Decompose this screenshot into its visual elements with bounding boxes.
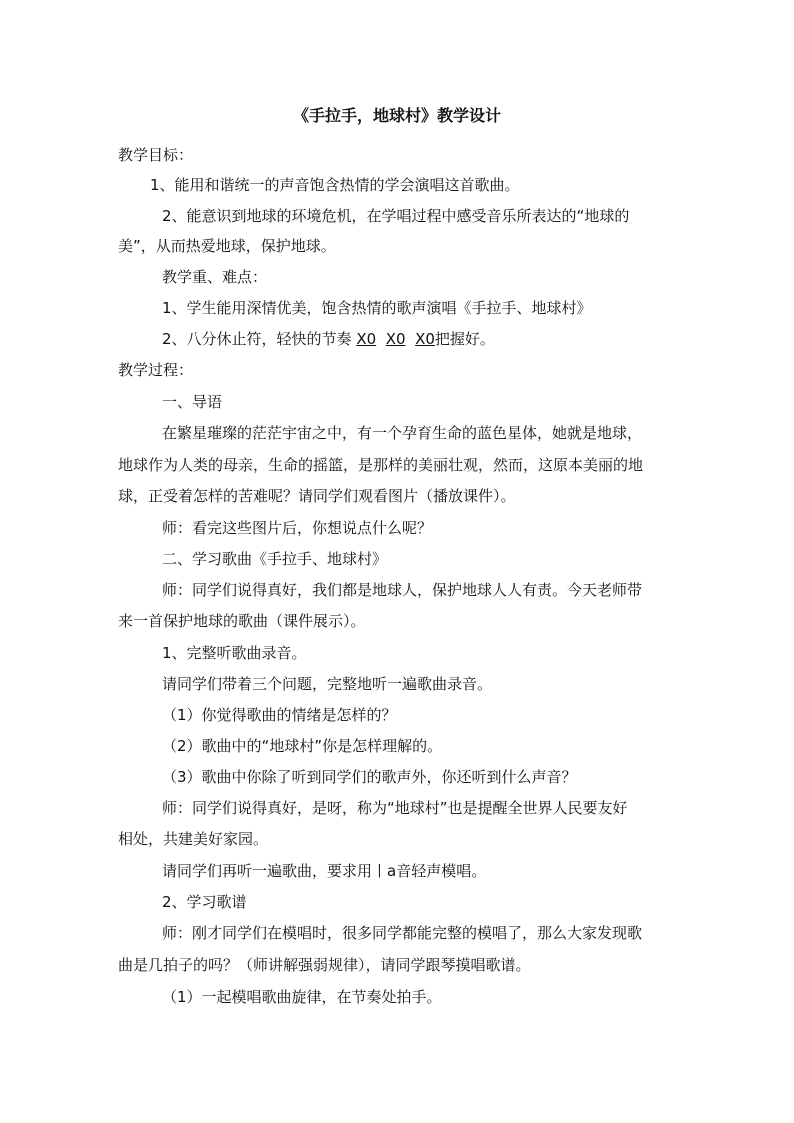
goal-2-line1: 2、能意识到地球的环境危机，在学唱过程中感受音乐所表达的“地球的 — [162, 207, 630, 225]
key-point-2-prefix: 2、八分休止符，轻快的节奏 — [162, 330, 357, 348]
section-1-teacher-question: 师：看完这些图片后，你想说点什么呢？ — [162, 519, 433, 537]
step-1-teacher-line1: 师：同学们说得真好，是呀，称为“地球村”也是提醒全世界人民要友好 — [162, 799, 628, 817]
step-1-question-3: （3）歌曲中你除了听到同学们的歌声外，你还听到什么声音？ — [162, 768, 577, 786]
step-1-question-1: （1）你觉得歌曲的情绪是怎样的？ — [162, 706, 397, 724]
step-1-instruction: 请同学们带着三个问题，完整地听一遍歌曲录音。 — [162, 675, 493, 693]
goal-1: 1、能用和谐统一的声音饱含热情的学会演唱这首歌曲。 — [150, 176, 520, 194]
section-1-heading: 一、导语 — [162, 393, 223, 411]
step-2-paragraph-line1: 师：刚才同学们在模唱时，很多同学都能完整的模唱了，那么大家发现歌 — [162, 924, 643, 942]
rhythm-notation-2: X0 — [385, 330, 406, 348]
step-2-item-1: （1）一起模唱歌曲旋律，在节奏处拍手。 — [162, 988, 442, 1006]
step-1-heading: 1、完整听歌曲录音。 — [162, 644, 307, 662]
step-1-question-2: （2）歌曲中的“地球村”你是怎样理解的。 — [162, 737, 443, 755]
section-1-paragraph-line2: 地球作为人类的母亲，生命的摇篮，是那样的美丽壮观，然而，这原本美丽的地 — [118, 456, 644, 474]
key-point-2 — [162, 329, 495, 349]
step-1-humming-instruction: 请同学们再听一遍歌曲，要求用丨a音轻声模唱。 — [162, 862, 487, 880]
document-title: 《手拉手，地球村》教学设计 — [292, 106, 501, 125]
process-heading: 教学过程： — [118, 361, 194, 379]
rhythm-notation-3: X0 — [415, 330, 435, 348]
key-point-2-suffix: 把握好。 — [434, 330, 495, 348]
key-points-heading: 教学重、难点： — [162, 268, 268, 286]
step-1-teacher-line2: 相处，共建美好家园。 — [118, 830, 269, 848]
goal-2-line2: 美”，从而热爱地球，保护地球。 — [118, 237, 336, 255]
step-2-paragraph-line2: 曲是几拍子的吗？（师讲解强弱规律），请同学跟琴摸唱歌谱。 — [118, 956, 531, 974]
section-2-heading: 二、学习歌曲《手拉手、地球村》 — [162, 550, 388, 568]
goals-heading: 教学目标： — [118, 146, 194, 164]
key-point-1: 1、学生能用深情优美，饱含热情的歌声演唱《手拉手、地球村》 — [162, 299, 592, 317]
section-1-paragraph-line1: 在繁星璀璨的茫茫宇宙之中，有一个孕育生命的蓝色星体，她就是地球， — [162, 424, 643, 442]
section-1-paragraph-line3: 球，正受着怎样的苦难呢？请同学们观看图片（播放课件）。 — [118, 487, 516, 505]
step-2-heading: 2、学习歌谱 — [162, 893, 247, 911]
section-2-paragraph-line2: 来一首保护地球的歌曲（课件展示）。 — [118, 612, 366, 630]
rhythm-notation-1: X0 — [356, 330, 377, 348]
section-2-paragraph-line1: 师：同学们说得真好，我们都是地球人，保护地球人人有责。今天老师带 — [162, 581, 643, 599]
